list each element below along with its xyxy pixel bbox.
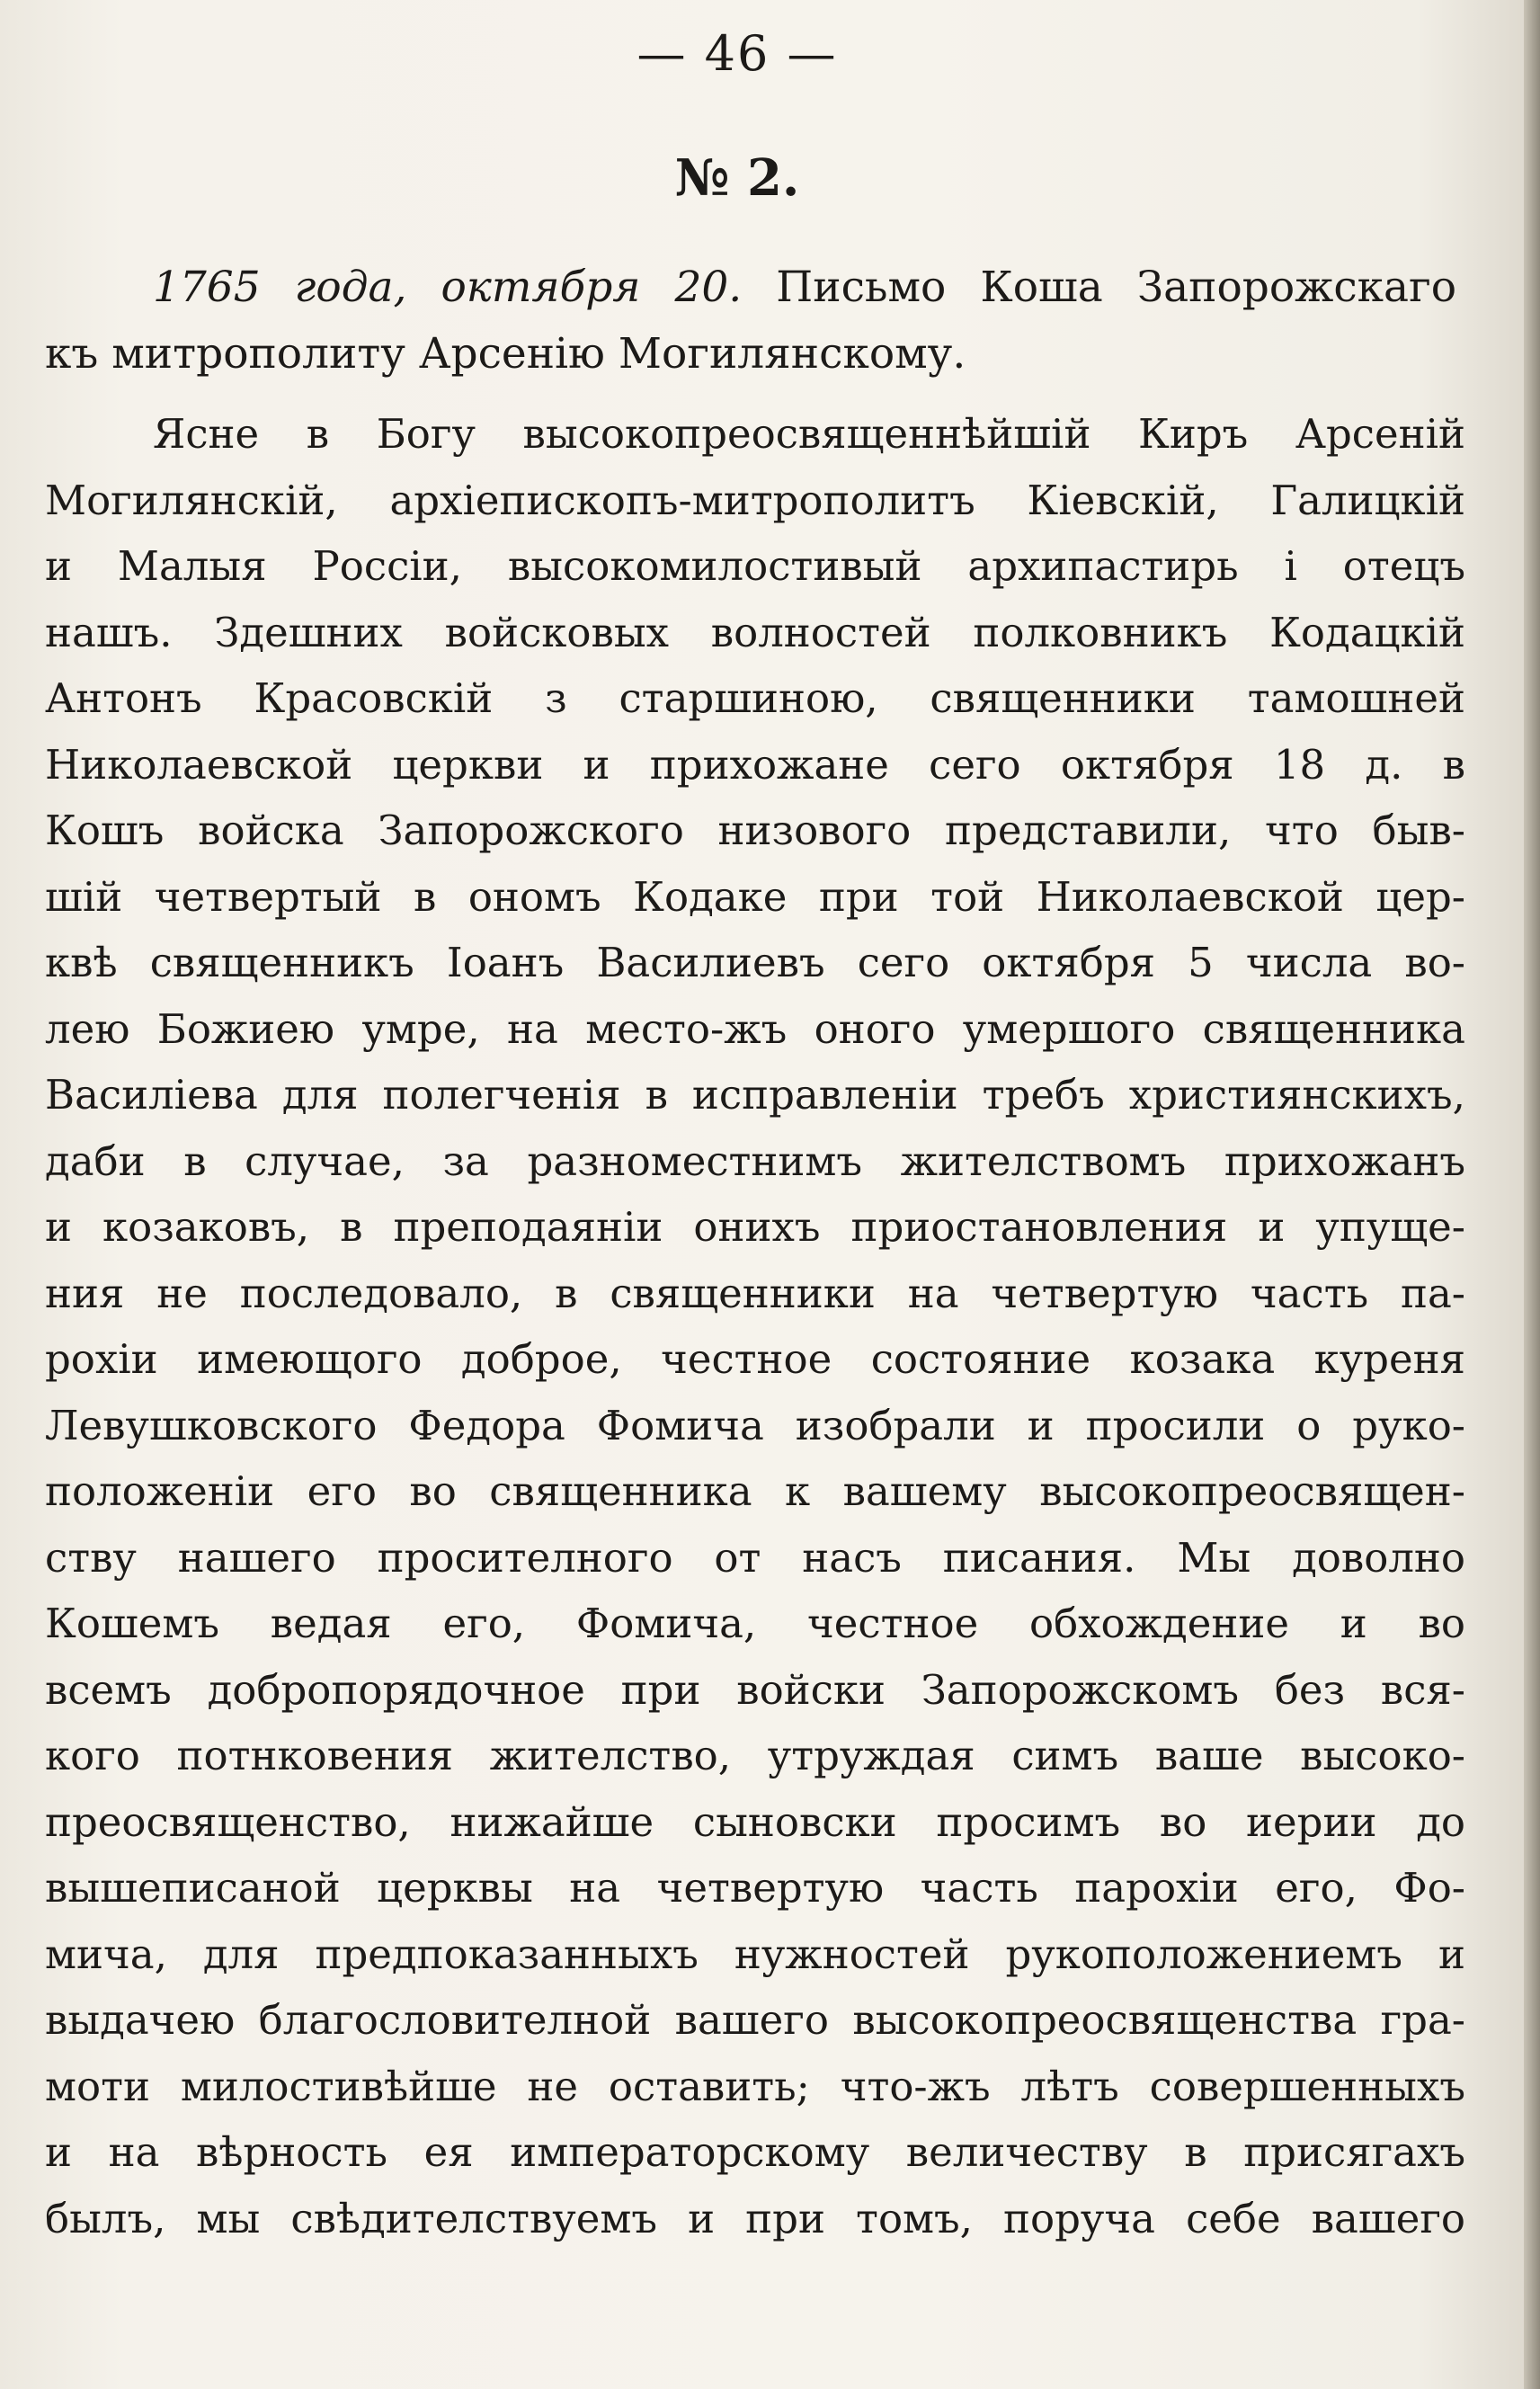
heading-title: Письмо Коша Запорожскаго [776,263,1456,312]
body-line: моти милостивѣйше не оставить; что-жъ лѣтъ совершенныхъ [45,2062,1465,2110]
body-line: Василіева для полегченія в исправленіи требъ християнскихъ, [45,1071,1465,1119]
body-line: даби в случае, за разноместнимъ жителствомъ прихожанъ [45,1137,1465,1185]
body-line: Кошъ войска Запорожского низового представили, что быв- [45,807,1465,854]
body-line: и на вѣрность ея императорскому величеству в присягахъ [45,2128,1465,2176]
body-line: рохіи имеющого доброе, честное состояние козака куреня [45,1335,1465,1383]
body-line: и Малыя Россіи, высокомилостивый архипастирь і отецъ [45,542,1465,590]
page-edge [1524,0,1540,2389]
body-line: Ясне в Богу высокопреосвященнѣйшій Киръ Арсеній [153,410,1465,458]
heading-line [45,254,1456,321]
body-line: мича, для предпоказанныхъ нужностей рукоположениемъ и [45,1930,1465,1978]
heading-line: къ митрополиту Арсенію Могилянскому. [45,329,966,379]
body-line: Кошемъ ведая его, Фомича, честное обхождение и во [45,1600,1465,1647]
heading-date: 1765 года, октября 20. [153,263,743,312]
body-line: Николаевской церкви и прихожане сего октября 18 д. в [45,740,1465,789]
body-line: Антонъ Красовскій з старшиною, священники тамошней [45,674,1465,722]
body-line: выдачею благословителной вашего высокопреосвященства гра- [45,1996,1465,2044]
document-number: № 2. [674,148,800,208]
body-line: лею Божиею умре, на место-жъ оного умершого священника [45,1004,1465,1053]
body-line: нашъ. Здешних войсковых волностей полковникъ Кодацкій [45,608,1465,656]
body-line: ству нашего просителного от насъ писания. Мы доволно [45,1533,1465,1582]
body-line: и козаковъ, в преподаяніи онихъ приостановления и упуще- [45,1203,1465,1251]
body-line: положеніи его во священника к вашему высокопреосвящен- [45,1467,1465,1515]
body-line: преосвященство, нижайше сыновски просимъ во иерии до [45,1797,1465,1846]
body-line: вышеписаной церквы на четвертую часть парохіи его, Фо- [45,1864,1465,1912]
body-line: всемъ добропорядочное при войски Запорожскомъ без вся- [45,1665,1465,1714]
body-line: кого потнковения жителство, утруждая симъ ваше высоко- [45,1732,1465,1779]
body-line: Левушковского Федора Фомича изобрали и просили о руко- [45,1401,1465,1449]
body-line: квѣ священникъ Іоанъ Василиевъ сего октября 5 числа во- [45,939,1465,986]
body-line: шій четвертый в ономъ Кодаке при той Николаевской цер- [45,872,1465,921]
body-line: былъ, мы свѣдителствуемъ и при томъ, поруча себе вашего [45,2194,1465,2242]
body-line: Могилянскій, архіепископъ-митрополитъ Кіевскій, Галицкій [45,476,1465,524]
document-heading [45,254,1456,388]
letter-body [45,401,1465,2251]
body-line: ния не последовало, в священники на четвертую часть па- [45,1269,1465,1317]
page-number: — 46 — [636,25,838,82]
